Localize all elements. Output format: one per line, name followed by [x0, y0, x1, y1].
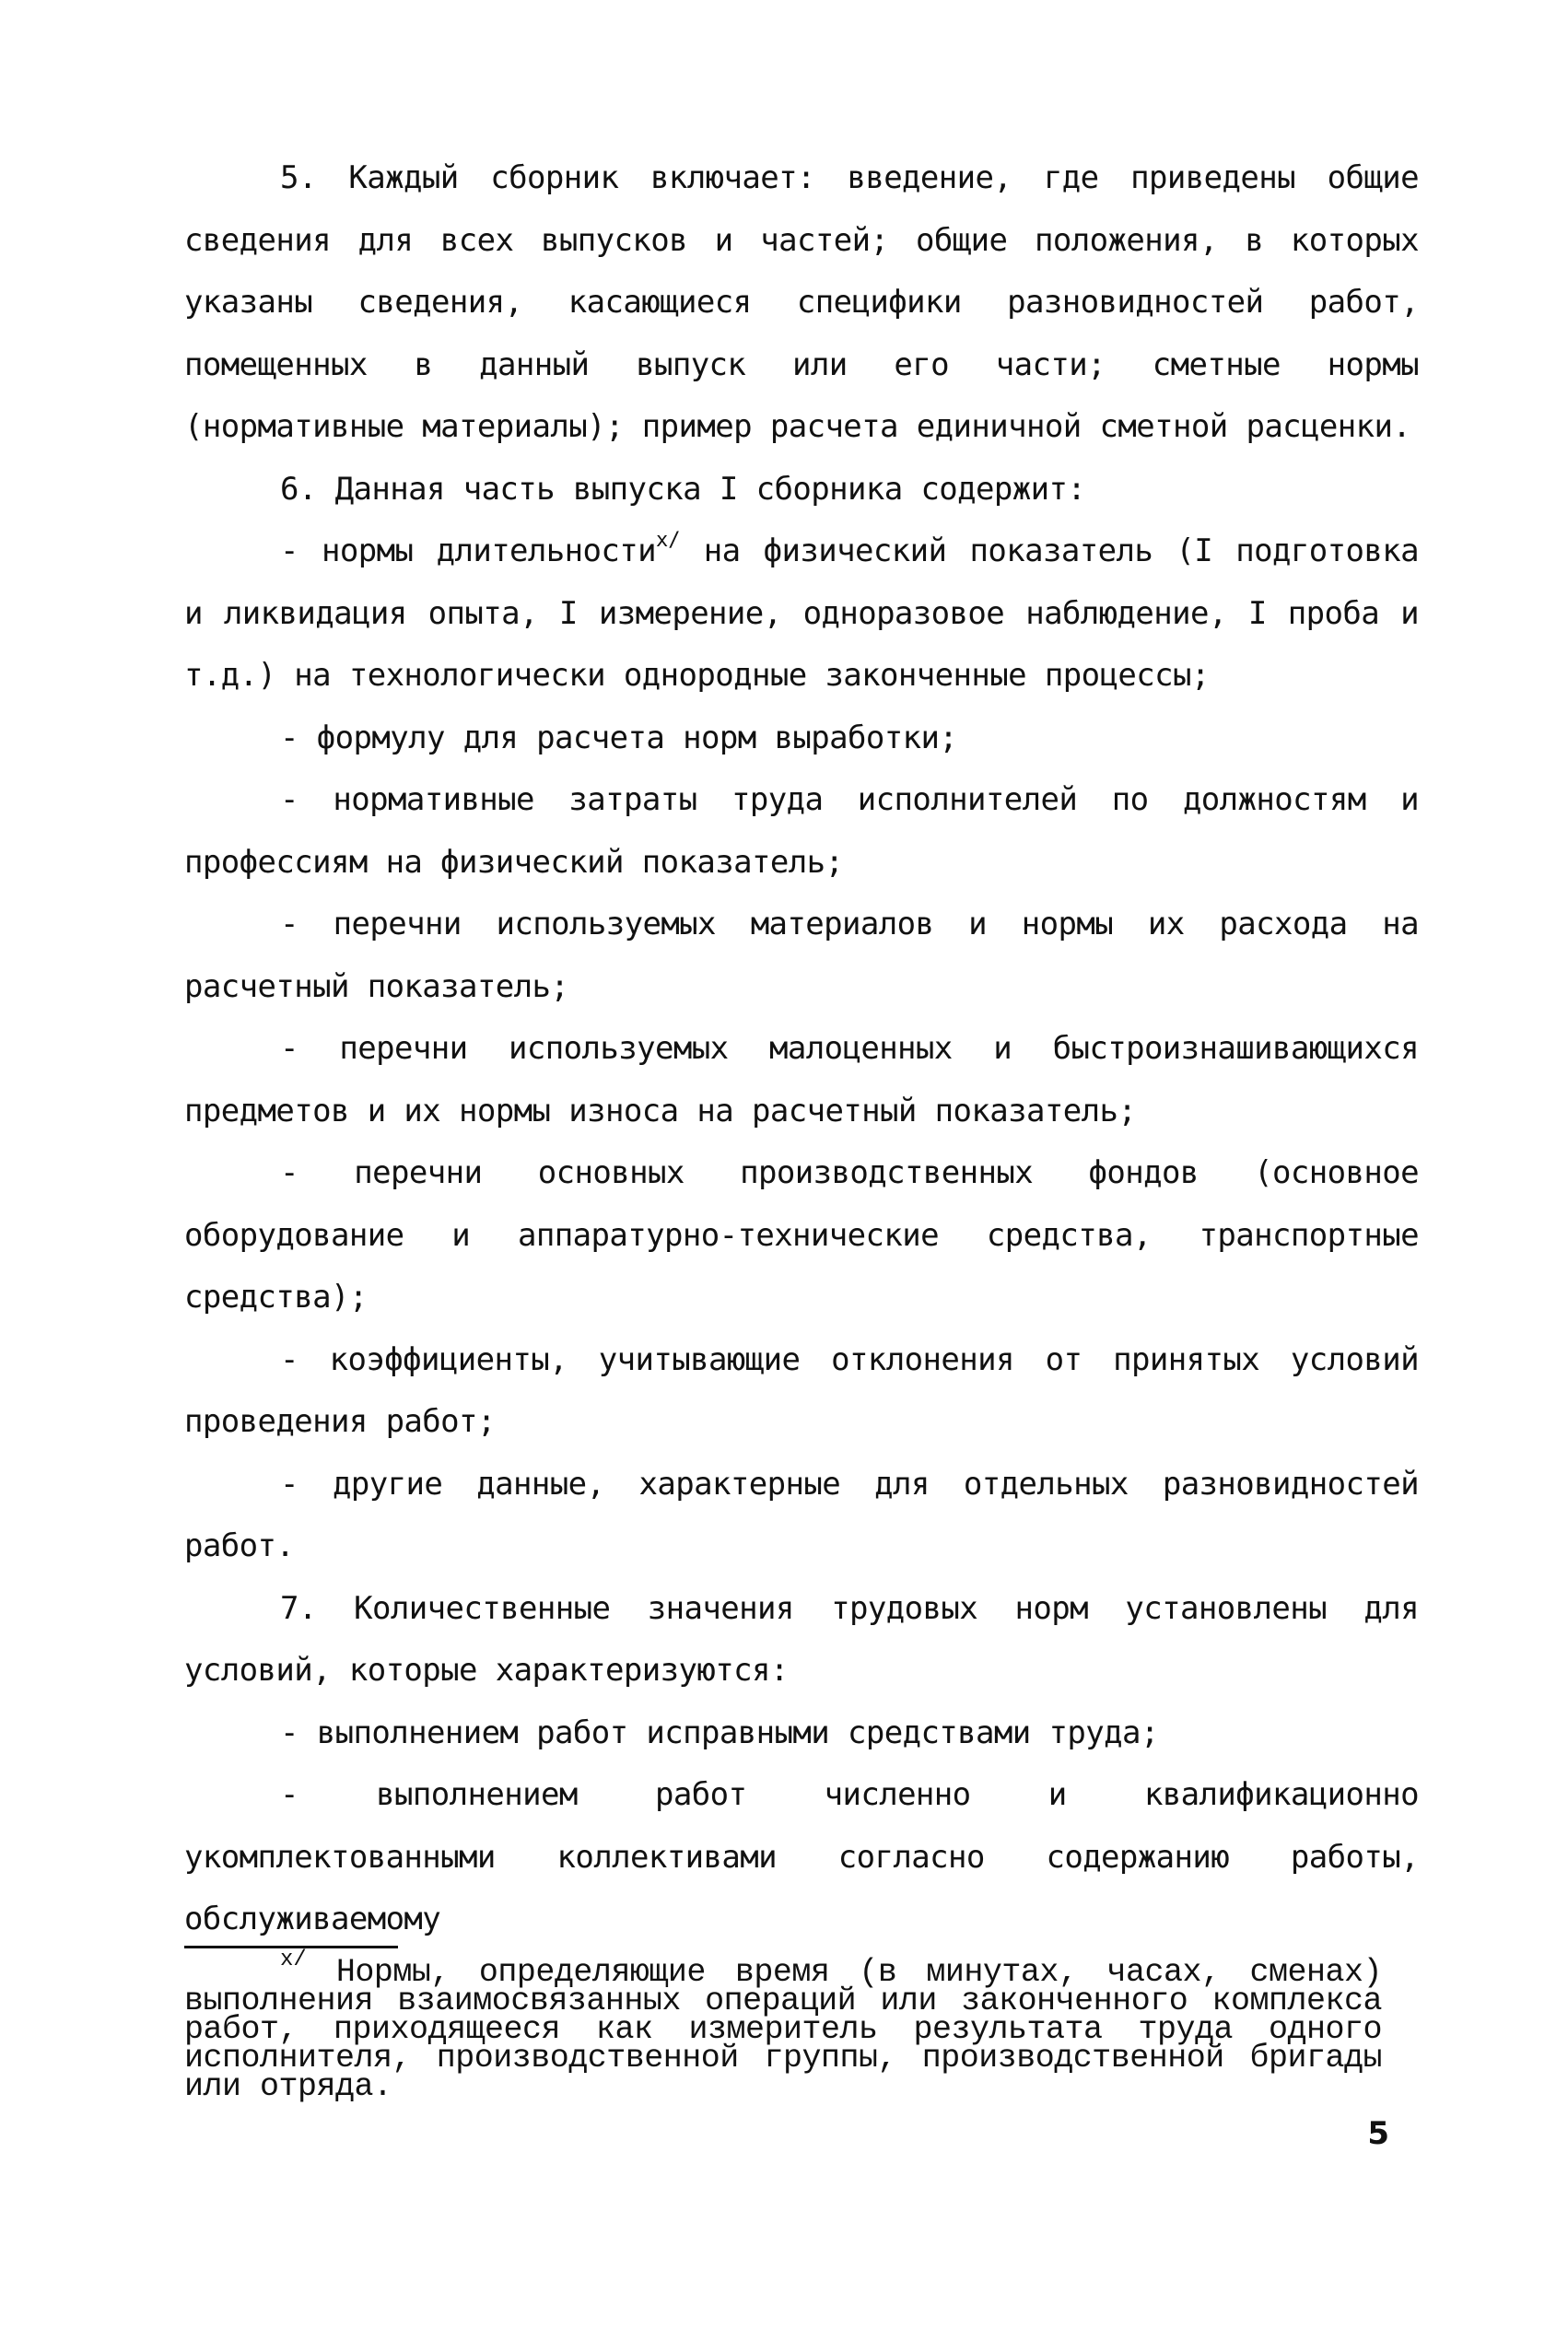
list-item-duration-norms-start: - нормы длительности — [280, 532, 657, 569]
footnote-reference: x/ — [656, 528, 681, 552]
page-number: 5 — [1367, 2115, 1389, 2152]
list-item-labor-costs: - нормативные затраты труда исполнителей по должностям и профессиям на физический показатель; — [184, 781, 1419, 881]
footnote-mark: x/ — [280, 1948, 307, 1973]
list-item-duration-norms — [184, 521, 1419, 708]
list-item-fixed-assets: - перечни основных производственных фондов (основное оборудование и аппаратурно-технические средства, транспортные средства); — [184, 1154, 1419, 1316]
paragraph-5-collection-contents: 5. Каждый сборник включает: введение, где приведены общие сведения для всех выпусков и частей; общие положения, в которых указаны сведения, касающиеся специфики разновидностей работ, помещенных в данный выпуск или его части; сметные нормы (нормативные материалы); пример расчета единичной сметной расценки. — [184, 159, 1419, 445]
paragraph-6-part-contents: 6. Данная часть выпуска I сборника содержит: — [280, 470, 1086, 508]
list-item-coefficients: - коэффициенты, учитывающие отклонения от принятых условий проведения работ; — [184, 1340, 1419, 1440]
paragraph-7-quantitative-values: 7. Количественные значения трудовых норм установлены для условий, которые характеризуются: — [184, 1589, 1419, 1689]
list-item-materials: - перечни используемых материалов и нормы их расхода на расчетный показатель; — [184, 906, 1419, 1005]
list-item-duration-norms-end: на физический показатель (I подготовка и ликвидация опыта, I измерение, одноразовое наблюдение, I проба и т.д.) на технологически однородные законченные процессы; — [184, 532, 1419, 694]
list-item-low-value-items: - перечни используемых малоценных и быстроизнашивающихся предметов и их нормы износа на расчетный показатель; — [184, 1030, 1419, 1129]
footnote-text: Нормы, определяющие время (в минутах, часах, сменах) выполнения взаимосвязанных операций или законченного комплекса работ, приходящееся как измеритель результата труда одного исполнителя, производственной группы, производственной бригады или отряда. — [184, 1954, 1382, 2105]
list-item-staffed-teams: - выполнением работ численно и квалификационно укомплектованными коллективами согласно содержанию работы, обслуживаемому — [184, 1776, 1419, 1937]
footnote — [184, 1948, 1382, 2105]
list-item-output-formula: - формулу для расчета норм выработки; — [280, 719, 958, 756]
body-text — [184, 147, 1419, 1951]
list-item-other-data: - другие данные, характерные для отдельных разновидностей работ. — [184, 1465, 1419, 1564]
list-item-serviceable-tools: - выполнением работ исправными средствами труда; — [280, 1714, 1159, 1751]
